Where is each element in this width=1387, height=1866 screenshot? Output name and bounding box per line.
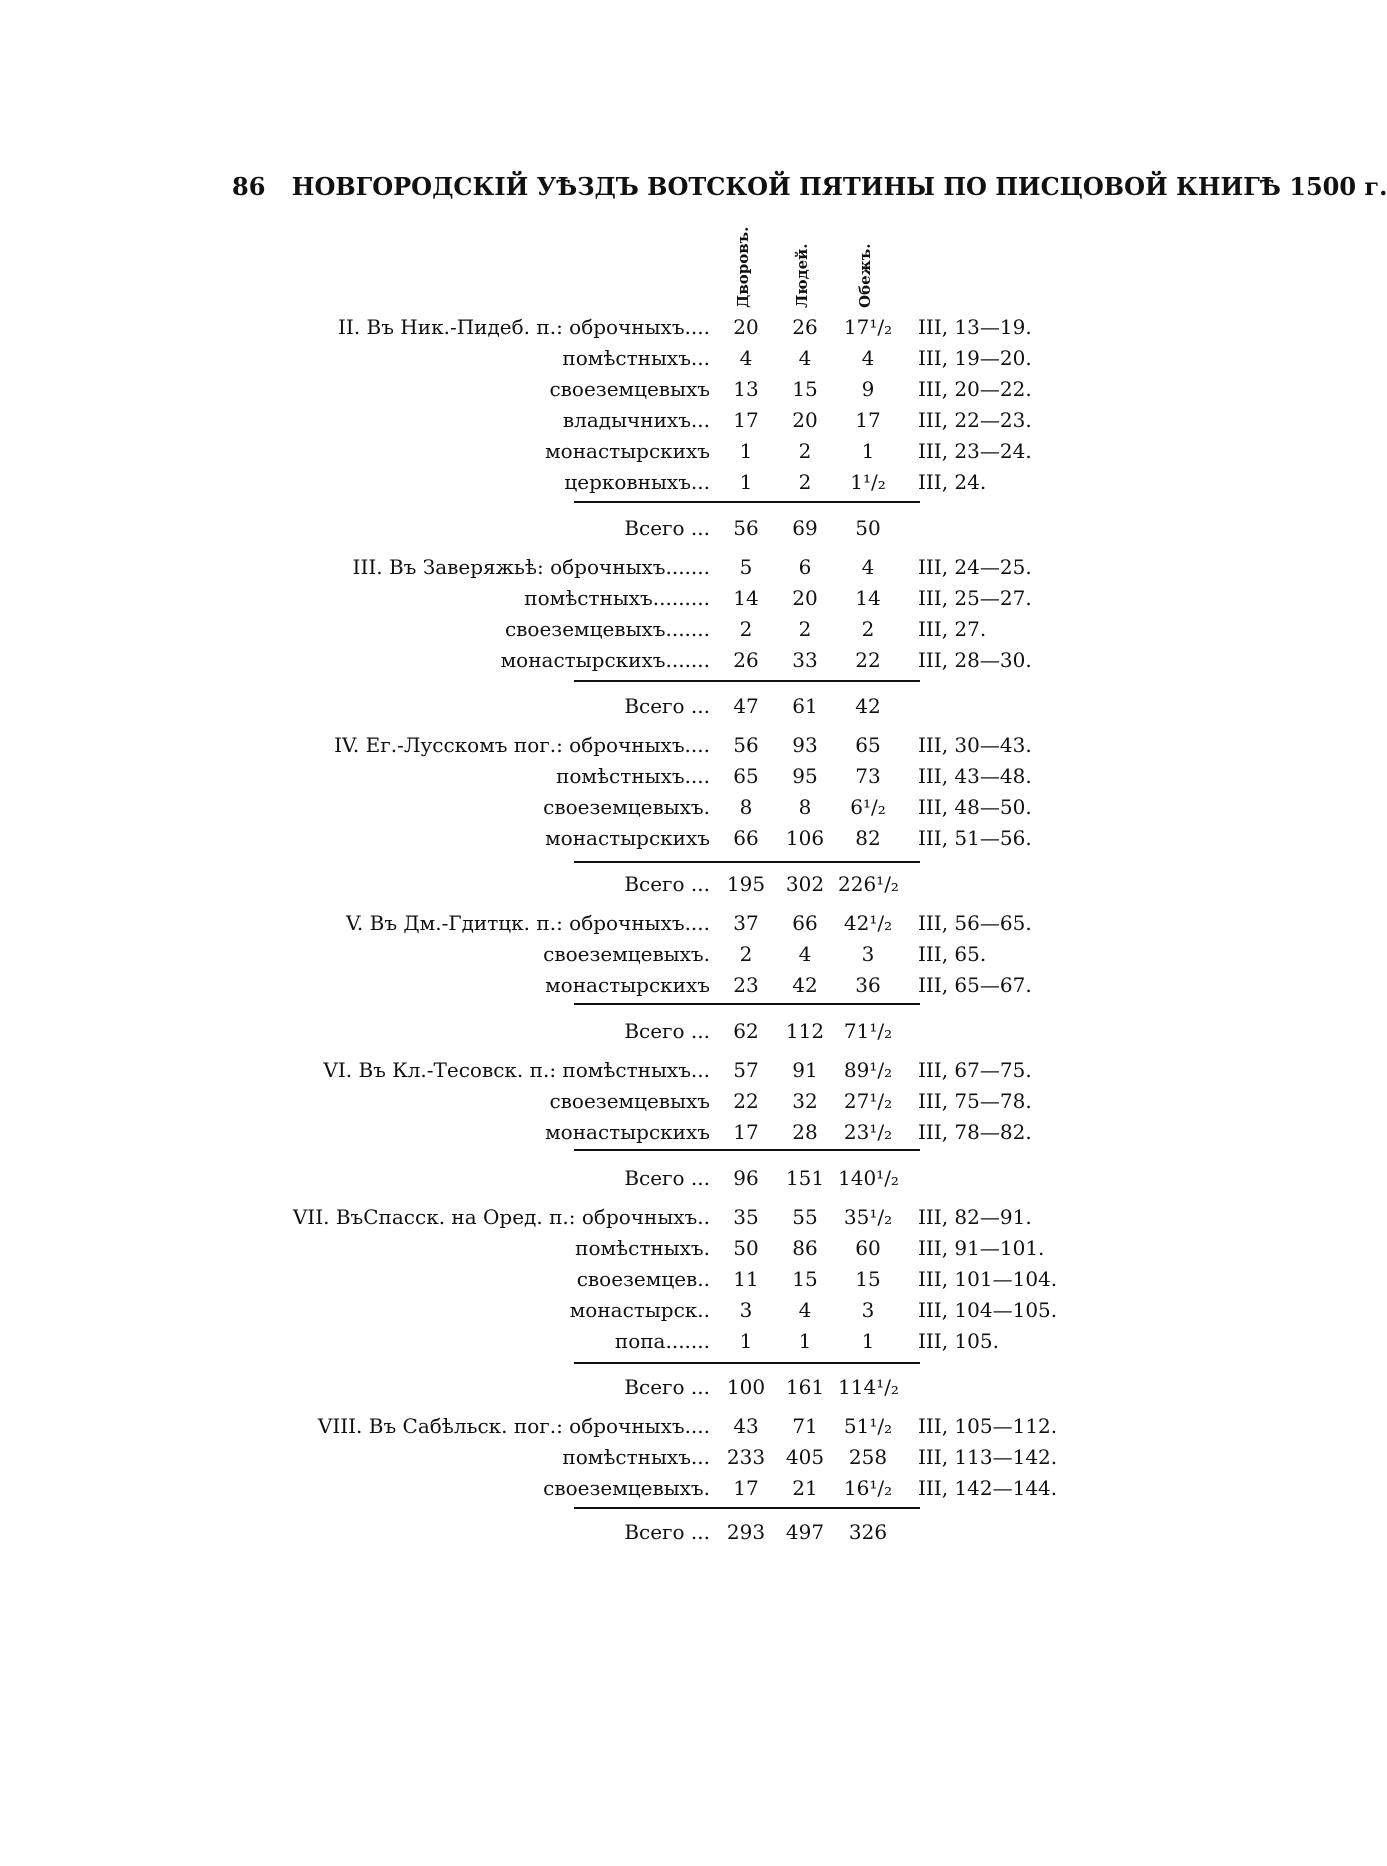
cell-obezh: 36: [855, 973, 881, 997]
row-label: церковныхъ...: [564, 470, 710, 494]
cell-obezh: 65: [855, 733, 881, 757]
total-row: [0, 691, 1140, 721]
cell-dvorov: 22: [733, 1089, 759, 1113]
row-label: Всего ...: [624, 694, 710, 718]
cell-reference: III, 30—43.: [918, 733, 1032, 757]
cell-dvorov: 37: [733, 911, 759, 935]
cell-dvorov: 17: [733, 408, 759, 432]
cell-reference: III, 24.: [918, 470, 987, 494]
cell-obezh: 51¹/₂: [843, 1414, 893, 1438]
cell-lyudey: 8: [798, 795, 812, 819]
row-label: попа.......: [614, 1329, 710, 1353]
cell-lyudey: 33: [792, 648, 818, 672]
cell-dvorov: 1: [739, 470, 753, 494]
row-label: VIII. Въ Сабѣльск. пог.: оброчныхъ....: [317, 1414, 710, 1438]
cell-obezh: 226¹/₂: [838, 872, 899, 896]
cell-lyudey: 405: [785, 1445, 825, 1469]
cell-reference: III, 20—22.: [918, 377, 1032, 401]
cell-reference: III, 22—23.: [918, 408, 1032, 432]
cell-dvorov: 17: [733, 1476, 759, 1500]
cell-obezh: 3: [861, 1298, 875, 1322]
row-label: Всего ...: [624, 516, 710, 540]
row-label: II. Въ Ник.-Пидеб. п.: оброчныхъ....: [338, 315, 710, 339]
cell-dvorov: 26: [733, 648, 759, 672]
cell-obezh: 71¹/₂: [843, 1019, 893, 1043]
cell-lyudey: 2: [798, 617, 812, 641]
cell-reference: III, 67—75.: [918, 1058, 1032, 1082]
row-label: помѣстныхъ.: [575, 1236, 710, 1260]
cell-obezh: 17: [855, 408, 881, 432]
row-label: своеземцевыхъ: [549, 1089, 710, 1113]
cell-obezh: 60: [855, 1236, 881, 1260]
table-row: [0, 908, 1140, 938]
cell-dvorov: 2: [739, 617, 753, 641]
cell-reference: III, 65.: [918, 942, 987, 966]
cell-reference: III, 105—112.: [918, 1414, 1058, 1438]
cell-lyudey: 4: [798, 942, 812, 966]
row-label: своеземцевыхъ.: [543, 1476, 710, 1500]
row-label: Всего ...: [624, 1166, 710, 1190]
cell-dvorov: 4: [739, 346, 753, 370]
total-row: [0, 1163, 1140, 1193]
cell-dvorov: 57: [733, 1058, 759, 1082]
column-header-obezh: Обежъ.: [856, 243, 874, 308]
cell-obezh: 258: [848, 1445, 888, 1469]
cell-obezh: 27¹/₂: [843, 1089, 893, 1113]
total-row: [0, 869, 1140, 899]
table-row: [0, 1086, 1140, 1116]
cell-lyudey: 93: [792, 733, 818, 757]
cell-lyudey: 2: [798, 470, 812, 494]
cell-lyudey: 91: [792, 1058, 818, 1082]
row-label: помѣстныхъ.........: [524, 586, 710, 610]
total-row: [0, 513, 1140, 543]
total-divider: [574, 680, 920, 682]
cell-dvorov: 14: [733, 586, 759, 610]
cell-dvorov: 56: [733, 516, 759, 540]
total-divider: [574, 1003, 920, 1005]
cell-lyudey: 20: [792, 408, 818, 432]
total-divider: [574, 501, 920, 503]
table-row: [0, 1117, 1140, 1147]
page-title: НОВГОРОДСКІЙ УѢЗДЪ ВОТСКОЙ ПЯТИНЫ ПО ПИСЦОВОЙ КНИГѢ 1500 г.: [291, 172, 1387, 201]
table-row: [0, 583, 1140, 613]
cell-lyudey: 6: [798, 555, 812, 579]
cell-lyudey: 21: [792, 1476, 818, 1500]
row-label: монастырск..: [569, 1298, 710, 1322]
table-row: [0, 552, 1140, 582]
table-row: [0, 1202, 1140, 1232]
cell-obezh: 15: [855, 1267, 881, 1291]
cell-reference: III, 101—104.: [918, 1267, 1058, 1291]
cell-lyudey: 20: [792, 586, 818, 610]
table-row: [0, 312, 1140, 342]
row-label: монастырскихъ: [545, 826, 710, 850]
cell-reference: III, 27.: [918, 617, 987, 641]
table-row: [0, 823, 1140, 853]
cell-dvorov: 11: [733, 1267, 759, 1291]
row-label: своеземцев..: [576, 1267, 710, 1291]
total-row: [0, 1517, 1140, 1547]
cell-reference: III, 51—56.: [918, 826, 1032, 850]
cell-dvorov: 62: [733, 1019, 759, 1043]
cell-lyudey: 112: [785, 1019, 825, 1043]
cell-reference: III, 65—67.: [918, 973, 1032, 997]
cell-reference: III, 142—144.: [918, 1476, 1058, 1500]
row-label: владычнихъ...: [562, 408, 710, 432]
table-row: [0, 730, 1140, 760]
row-label: Всего ...: [624, 1019, 710, 1043]
table-row: [0, 1055, 1140, 1085]
cell-dvorov: 96: [733, 1166, 759, 1190]
table-row: [0, 761, 1140, 791]
cell-obezh: 42¹/₂: [843, 911, 893, 935]
row-label: монастырскихъ.......: [500, 648, 710, 672]
row-label: монастырскихъ: [545, 1120, 710, 1144]
row-label: III. Въ Заверяжьѣ: оброчныхъ.......: [352, 555, 710, 579]
table-row: [0, 1473, 1140, 1503]
cell-lyudey: 106: [785, 826, 825, 850]
row-label: помѣстныхъ...: [562, 346, 710, 370]
cell-reference: III, 105.: [918, 1329, 999, 1353]
cell-obezh: 4: [861, 555, 875, 579]
table-row: [0, 436, 1140, 466]
total-divider: [574, 861, 920, 863]
cell-lyudey: 28: [792, 1120, 818, 1144]
cell-dvorov: 20: [733, 315, 759, 339]
cell-dvorov: 47: [733, 694, 759, 718]
cell-obezh: 1¹/₂: [850, 470, 886, 494]
row-label: монастырскихъ: [545, 973, 710, 997]
cell-dvorov: 1: [739, 439, 753, 463]
table-row: [0, 1326, 1140, 1356]
cell-reference: III, 113—142.: [918, 1445, 1058, 1469]
cell-obezh: 1: [861, 1329, 875, 1353]
cell-obezh: 50: [855, 516, 881, 540]
cell-obezh: 2: [861, 617, 875, 641]
table-row: [0, 467, 1140, 497]
cell-obezh: 326: [848, 1520, 888, 1544]
cell-dvorov: 1: [739, 1329, 753, 1353]
cell-dvorov: 35: [733, 1205, 759, 1229]
table-row: [0, 614, 1140, 644]
cell-lyudey: 151: [785, 1166, 825, 1190]
table-row: [0, 405, 1140, 435]
cell-dvorov: 8: [739, 795, 753, 819]
cell-reference: III, 19—20.: [918, 346, 1032, 370]
cell-reference: III, 23—24.: [918, 439, 1032, 463]
total-row: [0, 1016, 1140, 1046]
cell-dvorov: 17: [733, 1120, 759, 1144]
cell-obezh: 114¹/₂: [838, 1375, 899, 1399]
cell-reference: III, 24—25.: [918, 555, 1032, 579]
cell-reference: III, 104—105.: [918, 1298, 1058, 1322]
cell-obezh: 89¹/₂: [843, 1058, 893, 1082]
table-row: [0, 1442, 1140, 1472]
cell-dvorov: 43: [733, 1414, 759, 1438]
cell-lyudey: 15: [792, 1267, 818, 1291]
cell-dvorov: 66: [733, 826, 759, 850]
total-row: [0, 1372, 1140, 1402]
cell-lyudey: 69: [792, 516, 818, 540]
cell-lyudey: 4: [798, 1298, 812, 1322]
cell-lyudey: 66: [792, 911, 818, 935]
cell-dvorov: 293: [726, 1520, 766, 1544]
cell-lyudey: 32: [792, 1089, 818, 1113]
table-row: [0, 1295, 1140, 1325]
cell-reference: III, 43—48.: [918, 764, 1032, 788]
row-label: монастырскихъ: [545, 439, 710, 463]
row-label: помѣстныхъ....: [556, 764, 710, 788]
cell-lyudey: 42: [792, 973, 818, 997]
cell-obezh: 23¹/₂: [843, 1120, 893, 1144]
cell-lyudey: 61: [792, 694, 818, 718]
row-label: Всего ...: [624, 872, 710, 896]
row-label: Всего ...: [624, 1375, 710, 1399]
cell-lyudey: 15: [792, 377, 818, 401]
row-label: V. Въ Дм.-Гдитцк. п.: оброчныхъ....: [345, 911, 710, 935]
column-header-lyudey: Людей.: [793, 243, 811, 308]
row-label: IV. Ег.-Лусскомъ пог.: оброчныхъ....: [334, 733, 710, 757]
table-row: [0, 343, 1140, 373]
table-row: [0, 1411, 1140, 1441]
cell-lyudey: 4: [798, 346, 812, 370]
cell-obezh: 35¹/₂: [843, 1205, 893, 1229]
cell-obezh: 140¹/₂: [838, 1166, 899, 1190]
cell-lyudey: 86: [792, 1236, 818, 1260]
row-label: своеземцевыхъ: [549, 377, 710, 401]
cell-obezh: 22: [855, 648, 881, 672]
row-label: VI. Въ Кл.-Тесовск. п.: помѣстныхъ...: [323, 1058, 710, 1082]
cell-obezh: 6¹/₂: [850, 795, 886, 819]
cell-lyudey: 71: [792, 1414, 818, 1438]
row-label: помѣстныхъ...: [562, 1445, 710, 1469]
cell-dvorov: 5: [739, 555, 753, 579]
page-header: [232, 172, 1387, 201]
row-label: своеземцевыхъ.: [543, 942, 710, 966]
column-header-dvorov: Дворовъ.: [734, 226, 752, 308]
cell-lyudey: 55: [792, 1205, 818, 1229]
cell-obezh: 73: [855, 764, 881, 788]
table-row: [0, 374, 1140, 404]
cell-reference: III, 13—19.: [918, 315, 1032, 339]
cell-dvorov: 13: [733, 377, 759, 401]
cell-obezh: 9: [861, 377, 875, 401]
cell-lyudey: 2: [798, 439, 812, 463]
row-label: VII. ВъСпасск. на Оред. п.: оброчныхъ..: [292, 1205, 710, 1229]
row-label: своеземцевыхъ.: [543, 795, 710, 819]
cell-reference: III, 91—101.: [918, 1236, 1045, 1260]
cell-lyudey: 95: [792, 764, 818, 788]
cell-obezh: 82: [855, 826, 881, 850]
total-divider: [574, 1362, 920, 1364]
total-divider: [574, 1149, 920, 1151]
cell-reference: III, 25—27.: [918, 586, 1032, 610]
cell-reference: III, 78—82.: [918, 1120, 1032, 1144]
cell-lyudey: 302: [785, 872, 825, 896]
cell-lyudey: 1: [798, 1329, 812, 1353]
table-row: [0, 645, 1140, 675]
cell-obezh: 14: [855, 586, 881, 610]
cell-obezh: 4: [861, 346, 875, 370]
cell-dvorov: 65: [733, 764, 759, 788]
cell-lyudey: 26: [792, 315, 818, 339]
cell-dvorov: 100: [726, 1375, 766, 1399]
cell-reference: III, 82—91.: [918, 1205, 1032, 1229]
table-row: [0, 939, 1140, 969]
cell-reference: III, 28—30.: [918, 648, 1032, 672]
row-label: своеземцевыхъ.......: [504, 617, 710, 641]
table-row: [0, 970, 1140, 1000]
cell-reference: III, 56—65.: [918, 911, 1032, 935]
cell-dvorov: 23: [733, 973, 759, 997]
cell-reference: III, 75—78.: [918, 1089, 1032, 1113]
table-row: [0, 792, 1140, 822]
row-label: Всего ...: [624, 1520, 710, 1544]
cell-obezh: 16¹/₂: [843, 1476, 893, 1500]
cell-lyudey: 161: [785, 1375, 825, 1399]
cell-dvorov: 3: [739, 1298, 753, 1322]
cell-obezh: 42: [855, 694, 881, 718]
cell-dvorov: 233: [726, 1445, 766, 1469]
cell-dvorov: 195: [726, 872, 766, 896]
page-number: 86: [232, 172, 266, 201]
cell-dvorov: 56: [733, 733, 759, 757]
cell-obezh: 3: [861, 942, 875, 966]
table-row: [0, 1233, 1140, 1263]
cell-lyudey: 497: [785, 1520, 825, 1544]
table-row: [0, 1264, 1140, 1294]
cell-obezh: 17¹/₂: [843, 315, 893, 339]
cell-obezh: 1: [861, 439, 875, 463]
total-divider: [574, 1507, 920, 1509]
cell-dvorov: 2: [739, 942, 753, 966]
cell-reference: III, 48—50.: [918, 795, 1032, 819]
cell-dvorov: 50: [733, 1236, 759, 1260]
